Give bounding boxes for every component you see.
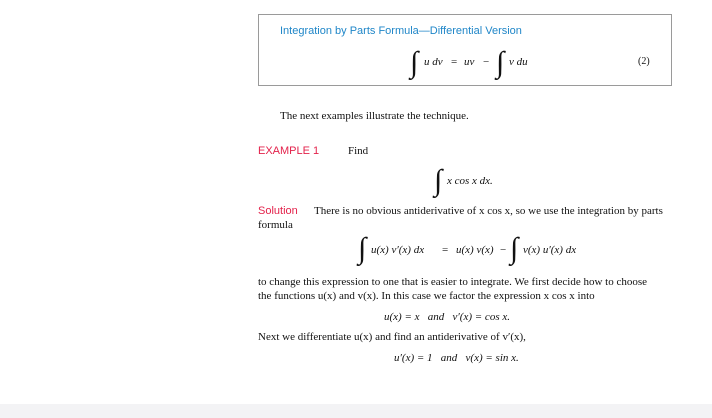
- lhs-integrand: u dv: [424, 56, 443, 68]
- integral-sign: ∫: [358, 232, 367, 265]
- equation-number: (2): [638, 56, 650, 67]
- uv-term: uv: [464, 56, 475, 68]
- solution-label: Solution: [258, 205, 298, 217]
- formula-box-title: Integration by Parts Formula—Differential Version: [280, 25, 522, 37]
- minus-sign: −: [500, 244, 507, 256]
- example-prompt: Find: [348, 145, 369, 157]
- next-step-text: Next we differentiate u(x) and find an antiderivative of v′(x),: [258, 331, 526, 343]
- formula-middle-term: u(x) v(x): [456, 244, 494, 256]
- intro-text: The next examples illustrate the technique.: [280, 110, 469, 122]
- rhs-integrand: v du: [509, 56, 528, 68]
- equals-sign: =: [451, 56, 458, 68]
- solution-paragraph-line-2: the functions u(x) and v(x). In this case we factor the expression x cos x into: [258, 290, 595, 302]
- solution-line-2: formula: [258, 219, 293, 231]
- integral-sign: ∫: [510, 232, 519, 265]
- equals-sign: =: [442, 244, 449, 256]
- minus-sign: −: [483, 56, 490, 68]
- result-equation: u′(x) = 1 and v(x) = sin x.: [394, 352, 519, 364]
- integral-sign: ∫: [410, 46, 419, 79]
- example-integrand: x cos x dx.: [447, 175, 493, 187]
- solution-line-1: There is no obvious antiderivative of x cos x, so we use the integration by parts: [314, 205, 663, 217]
- solution-paragraph-line-1: to change this expression to one that is easier to integrate. We first decide how to choose: [258, 276, 647, 288]
- example-label: EXAMPLE 1: [258, 145, 320, 157]
- integral-sign: ∫: [496, 46, 505, 79]
- formula-right-integrand: v(x) u′(x) dx: [523, 244, 577, 256]
- factor-equation: u(x) = x and v′(x) = cos x.: [384, 311, 510, 323]
- formula-left-integrand: u(x) v′(x) dx: [371, 244, 425, 256]
- integral-sign: ∫: [434, 164, 443, 197]
